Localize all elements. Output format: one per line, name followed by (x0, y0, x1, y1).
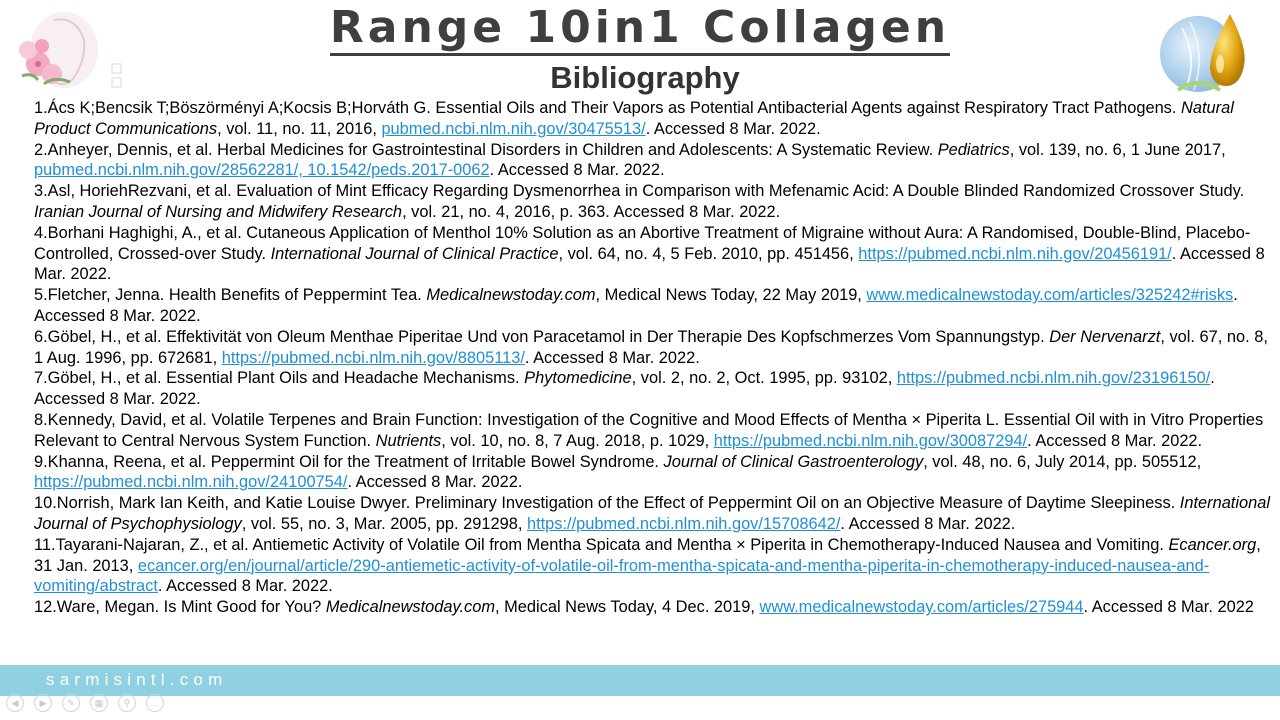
reference-details: , vol. 67, no. 8, 1 Aug. 1996, pp. 672681, (34, 327, 1268, 367)
next-slide-icon[interactable]: ▶ (34, 694, 52, 712)
slide-controls (6, 694, 164, 712)
reference-accessed: . Accessed 8 Mar. 2022. (34, 369, 1215, 409)
reference-item-6 (34, 327, 1270, 369)
reference-accessed: . Accessed 8 Mar. 2022. (34, 286, 1238, 325)
journal-title: Nutrients (375, 431, 442, 450)
reference-accessed: . Accessed 8 Mar. 2022. (34, 244, 1265, 284)
reference-link[interactable]: www.medicalnewstoday.com/articles/325242#risks (866, 286, 1234, 305)
reference-link[interactable]: https://pubmed.ncbi.nlm.nih.gov/30087294/ (713, 431, 1028, 450)
reference-details: , Medical News Today, 4 Dec. 2019, (495, 598, 760, 617)
reference-text: 12.Ware, Megan. Is Mint Good for You? (34, 598, 326, 617)
reference-text: 4.Borhani Haghighi, A., et al. Cutaneous Application of Menthol 10% Solution as an Abortive Treatment of Migraine without Aura: A Randomised, Double-Blind, Placebo-Controlled, Crossed-over Study. (34, 223, 1251, 263)
footer-band (0, 665, 1280, 696)
reference-item-4 (34, 223, 1270, 285)
reference-accessed: . Accessed 8 Mar. 2022. (524, 348, 700, 367)
journal-title: Ecancer.org (1168, 535, 1257, 554)
reference-item-10 (34, 493, 1270, 535)
journal-title: International Journal of Clinical Practice (270, 244, 559, 263)
reference-item-7 (34, 368, 1270, 410)
reference-details: , vol. 48, no. 6, July 2014, pp. 505512, (923, 452, 1202, 471)
section-heading: Bibliography (550, 60, 740, 95)
reference-item-11 (34, 535, 1270, 597)
pen-icon[interactable]: ✎ (62, 694, 80, 712)
reference-link[interactable]: https://pubmed.ncbi.nlm.nih.gov/8805113/ (221, 348, 525, 367)
page-title-text: Range 10in1 Collagen (330, 2, 950, 56)
reference-link[interactable]: https://pubmed.ncbi.nlm.nih.gov/15708642/ (526, 514, 841, 533)
reference-link[interactable]: https://pubmed.ncbi.nlm.nih.gov/20456191/ (858, 244, 1172, 263)
reference-link[interactable]: pubmed.ncbi.nlm.nih.gov/28562281/, 10.1542/peds.2017-0062 (34, 161, 490, 180)
reference-text: 11.Tayarani-Najaran, Z., et al. Antiemetic Activity of Volatile Oil from Mentha Spicata and Mentha × Piperita in Chemotherapy-Induced Nausea and Vomiting. (34, 535, 1169, 554)
reference-item-3 (34, 181, 1270, 223)
more-icon[interactable]: … (146, 694, 164, 712)
reference-link[interactable]: ecancer.org/en/journal/article/290-antiemetic-activity-of-volatile-oil-from-mentha-spicata-and-mentha-piperita-in-chemotherapy-induced-nausea-and-vomiting/abstract (34, 556, 1210, 596)
reference-link[interactable]: https://pubmed.ncbi.nlm.nih.gov/23196150/ (896, 369, 1211, 388)
journal-title: Medicalnewstoday.com (426, 286, 596, 305)
reference-text: 7.Göbel, H., et al. Essential Plant Oils and Headache Mechanisms. (34, 369, 525, 388)
reference-item-12 (34, 597, 1270, 618)
reference-text: 2.Anheyer, Dennis, et al. Herbal Medicines for Gastrointestinal Disorders in Children and Adolescents: A Systematic Review. (34, 140, 938, 159)
reference-list (34, 98, 1270, 618)
reference-details: , vol. 64, no. 4, 5 Feb. 2010, pp. 451456, (558, 244, 859, 263)
reference-text: 5.Fletcher, Jenna. Health Benefits of Peppermint Tea. (34, 286, 427, 305)
prev-slide-icon[interactable]: ◀ (6, 694, 24, 712)
reference-accessed: . Accessed 8 Mar. 2022 (1083, 598, 1254, 617)
reference-item-9 (34, 452, 1270, 494)
reference-accessed: . Accessed 8 Mar. 2022. (489, 161, 665, 180)
reference-text: 9.Khanna, Reena, et al. Peppermint Oil for the Treatment of Irritable Bowel Syndrome. (34, 452, 664, 471)
reference-details: , 31 Jan. 2013, (34, 535, 1261, 575)
footer-site: sarmisintl.com (46, 670, 228, 689)
zoom-icon[interactable]: ⚲ (118, 694, 136, 712)
journal-title: Journal of Clinical Gastroenterology (663, 452, 924, 471)
slides-grid-icon[interactable]: ▦ (90, 694, 108, 712)
reference-details: , vol. 55, no. 3, Mar. 2005, pp. 291298, (241, 514, 527, 533)
reference-details: , vol. 21, no. 4, 2016, p. 363. Accessed 8 Mar. 2022. (402, 202, 781, 221)
reference-text: 8.Kennedy, David, et al. Volatile Terpenes and Brain Function: Investigation of the Cognitive and Mood Effects of Mentha × Piperita L. Essential Oil with in Vitro Properties Relevant to Central Nervous System Function. (34, 410, 1264, 450)
reference-accessed: . Accessed 8 Mar. 2022. (347, 473, 523, 492)
reference-link[interactable]: pubmed.ncbi.nlm.nih.gov/30475513/ (381, 119, 646, 138)
page-title (0, 2, 1280, 53)
reference-text: 10.Norrish, Mark Ian Keith, and Katie Louise Dwyer. Preliminary Investigation of the Effect of Peppermint Oil on an Objective Measure of Daytime Sleepiness. (34, 494, 1180, 513)
journal-title: Der Nervenarzt (1049, 327, 1161, 346)
reference-text: 1.Ács K;Bencsik T;Böszörményi A;Kocsis B;Horváth G. Essential Oils and Their Vapors as Potential Antibacterial Agents against Respiratory Tract Pathogens. (34, 99, 1181, 117)
reference-item-5 (34, 285, 1270, 327)
reference-details: , vol. 11, no. 11, 2016, (217, 119, 382, 138)
journal-title: Natural Product Communications (34, 99, 1234, 138)
reference-link[interactable]: www.medicalnewstoday.com/articles/275944 (759, 598, 1084, 617)
journal-title: Iranian Journal of Nursing and Midwifery Research (34, 202, 403, 221)
reference-details: , Medical News Today, 22 May 2019, (595, 286, 867, 305)
reference-accessed: . Accessed 8 Mar. 2022. (840, 514, 1016, 533)
reference-text: 3.Asl, HoriehRezvani, et al. Evaluation of Mint Efficacy Regarding Dysmenorrhea in Comparison with Mefenamic Acid: A Double Blinded Randomized Crossover Study. (34, 182, 1245, 201)
reference-item-2 (34, 140, 1270, 182)
reference-text: 6.Göbel, H., et al. Effektivität von Oleum Menthae Piperitae Und von Paracetamol in Der Therapie Des Kopfschmerzes Vom Spannungstyp. (34, 327, 1050, 346)
reference-link[interactable]: https://pubmed.ncbi.nlm.nih.gov/24100754/ (34, 473, 348, 492)
reference-details: , vol. 139, no. 6, 1 June 2017, (1009, 140, 1226, 159)
reference-details: , vol. 2, no. 2, Oct. 1995, pp. 93102, (631, 369, 897, 388)
journal-title: Pediatrics (937, 140, 1010, 159)
reference-item-8 (34, 410, 1270, 452)
reference-accessed: . Accessed 8 Mar. 2022. (157, 577, 333, 596)
reference-accessed: . Accessed 8 Mar. 2022. (645, 119, 821, 138)
journal-title: Medicalnewstoday.com (325, 598, 495, 617)
reference-accessed: . Accessed 8 Mar. 2022. (1027, 431, 1203, 450)
journal-title: International Journal of Psychophysiology (34, 494, 1270, 533)
journal-title: Phytomedicine (524, 369, 632, 388)
reference-item-1 (34, 98, 1270, 140)
reference-details: , vol. 10, no. 8, 7 Aug. 2018, p. 1029, (441, 431, 714, 450)
